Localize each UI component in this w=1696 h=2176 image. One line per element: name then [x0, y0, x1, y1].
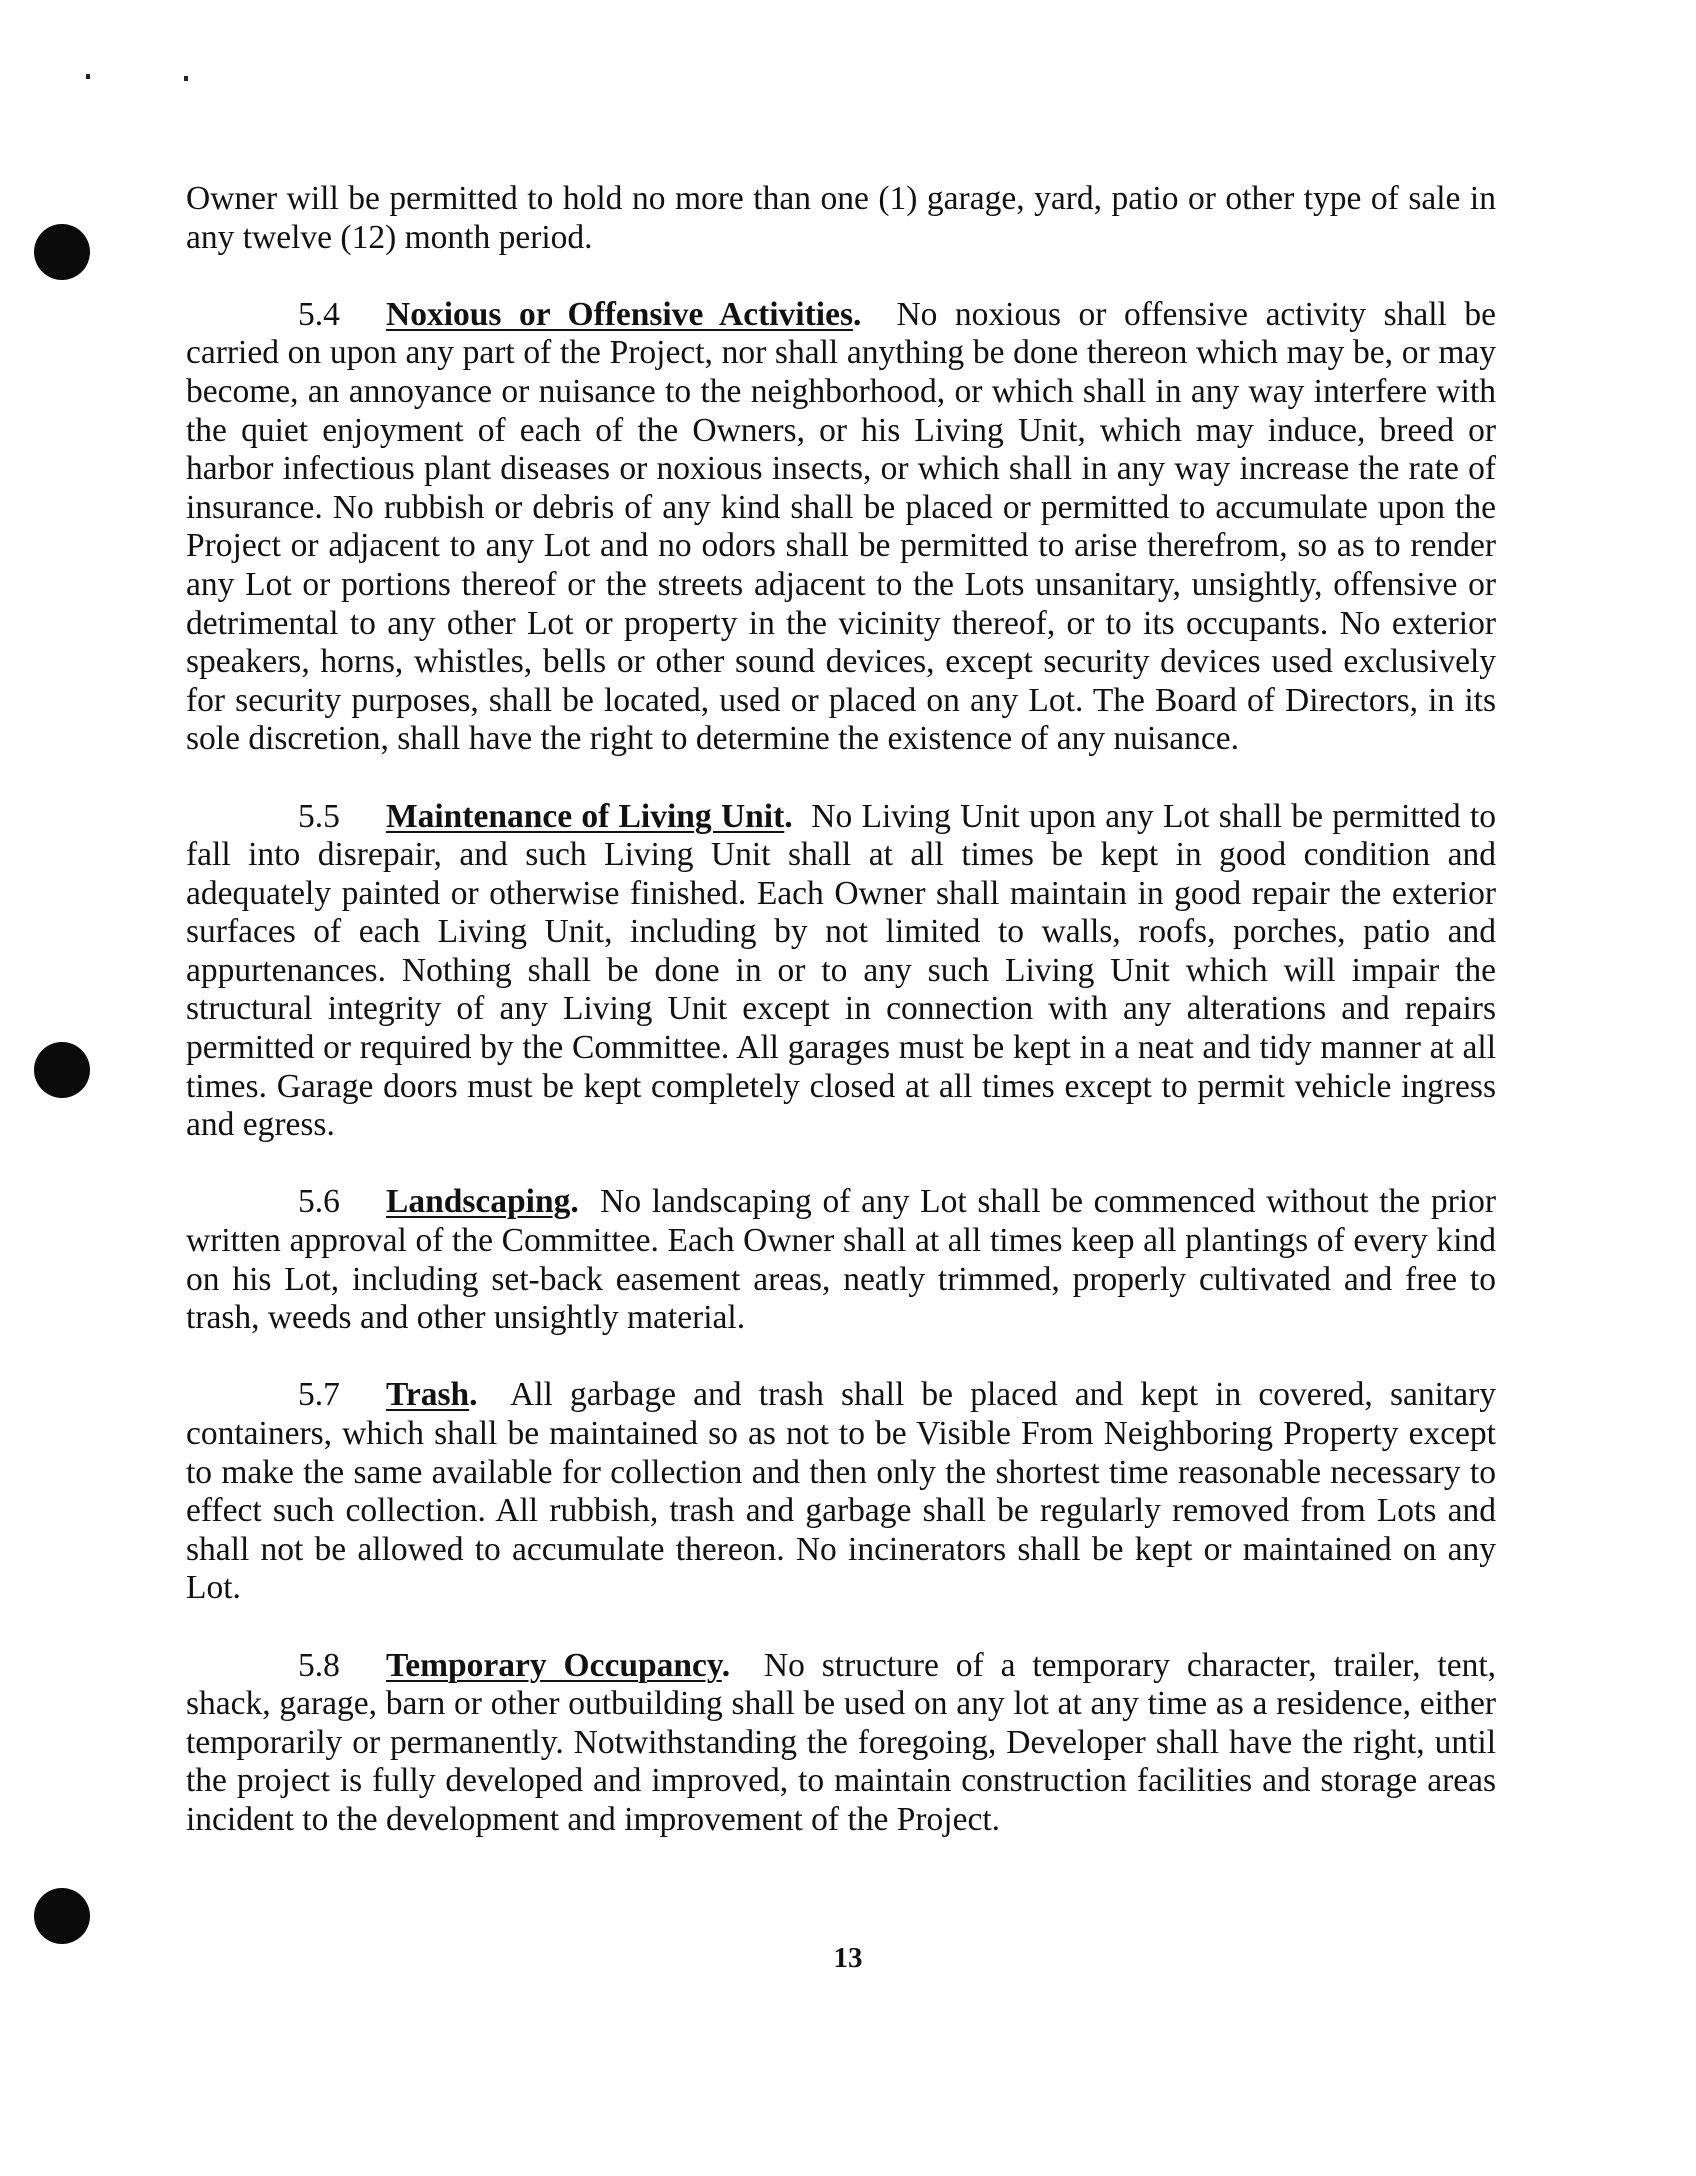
- section-number: 5.8: [298, 1646, 340, 1684]
- section-heading: Maintenance of Living Unit: [386, 797, 785, 835]
- section-heading: Landscaping: [386, 1183, 571, 1221]
- section-5-7: 5.7 Trash. All garbage and trash shall be placed and kept in covered, sanitary containers, which shall be maintained so as not to be Visible From Neighboring Property except to make the same available for collection and then only the shortest time reasonable necessary to effect such collection. All rubbish, trash and garbage shall be regularly removed from Lots and shall not be allowed to accumulate thereon. No incinerators shall be kept or maintained on any Lot.: [186, 1376, 1496, 1607]
- section-5-6: 5.6 Landscaping. No landscaping of any Lot shall be commenced without the prior written approval of the Committee. Each Owner shall at all times keep all plantings of every kind on his Lot, including set-back easement areas, neatly trimmed, properly cultivated and free to trash, weeds and other unsightly material.: [186, 1183, 1497, 1337]
- page-number: 13: [833, 1942, 863, 1974]
- section-body: No Living Unit upon any Lot shall be permitted to fall into disrepair, and such Living Unit shall at all times be kept in good condition and adequately painted or otherwise finished. Each Owner shall maintain in good repair the exterior surfaces of each Living Unit, including by not limited to walls, roofs, porches, patio and appurtenances. Nothing shall be done in or to any such Living Unit which will impair the structural integrity of any Living Unit except in connection with any alterations and repairs permitted or required by the Committee. All garages must be kept in a neat and tidy manner at all times. Garage doors must be kept completely closed at all times except to permit vehicle ingress and egress.: [186, 797, 1496, 1144]
- section-heading: Temporary Occupancy: [386, 1646, 722, 1684]
- section-body: No landscaping of any Lot shall be commenced without the prior written approval of the Committee. Each Owner shall at all times keep all plantings of every kind on his Lot, including set-back easement areas, neatly trimmed, properly cultivated and free to trash, weeds and other unsightly material.: [186, 1183, 1497, 1337]
- scan-speck: [184, 76, 188, 81]
- section-heading: Trash: [386, 1376, 470, 1414]
- section-number: 5.7: [298, 1376, 340, 1414]
- section-heading: Noxious or Offensive Activities: [386, 295, 853, 333]
- section-number: 5.4: [298, 295, 340, 333]
- punch-hole-middle: [34, 1042, 90, 1098]
- section-5-8: 5.8 Temporary Occupancy. No structure of a temporary character, trailer, tent, shack, garage, barn or other outbuilding shall be used on any lot at any time as a residence, either temporarily or permanently. Notwithstanding the foregoing, Developer shall have the right, until the project is fully developed and improved, to maintain construction facilities and storage areas incident to the development and improvement of the Project.: [186, 1646, 1497, 1838]
- section-body: No structure of a temporary character, trailer, tent, shack, garage, barn or other outbuilding shall be used on any lot at any time as a residence, either temporarily or permanently. Notwithstanding the foregoing, Developer shall have the right, until the project is fully developed and improved, to maintain construction facilities and storage areas incident to the development and improvement of the Project.: [186, 1646, 1497, 1838]
- continuation-paragraph: [186, 180, 1496, 257]
- punch-hole-bottom: [34, 1888, 90, 1944]
- punch-hole-top: [34, 224, 90, 280]
- document-body: [186, 180, 1496, 1878]
- section-body: No noxious or offensive activity shall be carried on upon any part of the Project, nor shall anything be done thereon which may be, or may become, an annoyance or nuisance to the neighborhood, or which shall in any way interfere with the quiet enjoyment of each of the Owners, or his Living Unit, which may induce, breed or harbor infectious plant diseases or noxious insects, or which shall in any way increase the rate of insurance. No rubbish or debris of any kind shall be placed or permitted to accumulate upon the Project or adjacent to any Lot and no odors shall be permitted to arise therefrom, so as to render any Lot or portions thereof or the streets adjacent to the Lots unsanitary, unsightly, offensive or detrimental to any other Lot or property in the vicinity thereof, or to its occupants. No exterior speakers, horns, whistles, bells or other sound devices, except security devices used exclusively for security purposes, shall be located, used or placed on any Lot. The Board of Directors, in its sole discretion, shall have the right to determine the existence of any nuisance.: [186, 295, 1496, 758]
- continuation-text: Owner will be permitted to hold no more than one (1) garage, yard, patio or other type of sale in any twelve (12) month period.: [186, 180, 1496, 256]
- section-number: 5.6: [298, 1183, 340, 1221]
- section-body: All garbage and trash shall be placed and kept in covered, sanitary containers, which shall be maintained so as not to be Visible From Neighboring Property except to make the same available for collection and then only the shortest time reasonable necessary to effect such collection. All rubbish, trash and garbage shall be regularly removed from Lots and shall not be allowed to accumulate thereon. No incinerators shall be kept or maintained on any Lot.: [186, 1376, 1496, 1607]
- section-number: 5.5: [298, 797, 340, 835]
- section-5-4: 5.4 Noxious or Offensive Activities. No noxious or offensive activity shall be carried on upon any part of the Project, nor shall anything be done thereon which may be, or may become, an annoyance or nuisance to the neighborhood, or which shall in any way interfere with the quiet enjoyment of each of the Owners, or his Living Unit, which may induce, breed or harbor infectious plant diseases or noxious insects, or which shall in any way increase the rate of insurance. No rubbish or debris of any kind shall be placed or permitted to accumulate upon the Project or adjacent to any Lot and no odors shall be permitted to arise therefrom, so as to render any Lot or portions thereof or the streets adjacent to the Lots unsanitary, unsightly, offensive or detrimental to any other Lot or property in the vicinity thereof, or to its occupants. No exterior speakers, horns, whistles, bells or other sound devices, except security devices used exclusively for security purposes, shall be located, used or placed on any Lot. The Board of Directors, in its sole discretion, shall have the right to determine the existence of any nuisance.: [186, 295, 1496, 758]
- section-5-5: 5.5 Maintenance of Living Unit. No Living Unit upon any Lot shall be permitted to fall into disrepair, and such Living Unit shall at all times be kept in good condition and adequately painted or otherwise finished. Each Owner shall maintain in good repair the exterior surfaces of each Living Unit, including by not limited to walls, roofs, porches, patio and appurtenances. Nothing shall be done in or to any such Living Unit which will impair the structural integrity of any Living Unit except in connection with any alterations and repairs permitted or required by the Committee. All garages must be kept in a neat and tidy manner at all times. Garage doors must be kept completely closed at all times except to permit vehicle ingress and egress.: [186, 797, 1496, 1144]
- scan-speck: [86, 74, 90, 79]
